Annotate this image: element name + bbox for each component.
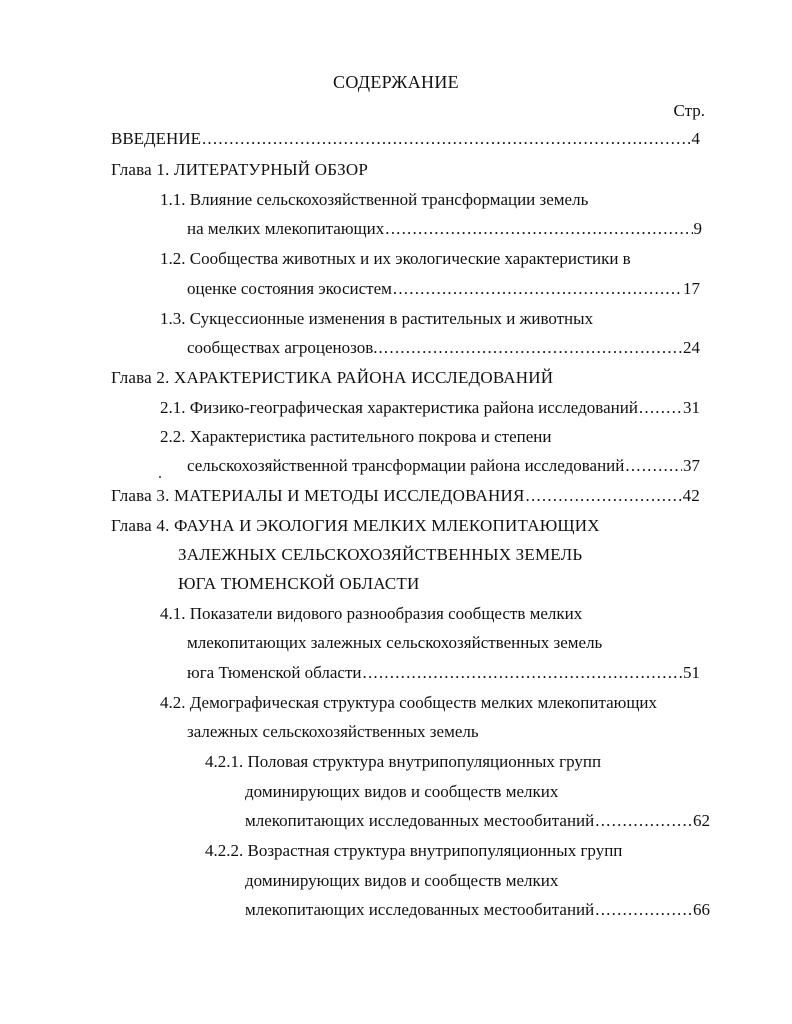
toc-chapter-2[interactable]: Глава 2. ХАРАКТЕРИСТИКА РАЙОНА ИССЛЕДОВАНИЙ [111, 368, 554, 387]
leader-dots [595, 899, 692, 921]
toc-section-2-1[interactable]: 2.1. Физико-географическая характеристика района исследований ..... 31 [160, 397, 700, 419]
leader-dots [393, 278, 682, 300]
leader-dots [202, 128, 691, 150]
page-number: 4 [691, 129, 700, 148]
toc-subsection-4-2-1-cont-1[interactable]: доминирующих видов и сообществ мелких [245, 782, 559, 801]
toc-section-4-2-cont[interactable]: залежных сельскохозяйственных земель [187, 722, 479, 741]
toc-subsection-4-2-1[interactable]: 4.2.1. Половая структура внутрипопуляционных групп [205, 752, 602, 771]
toc-chapter-4-cont-1[interactable]: ЗАЛЕЖНЫХ СЕЛЬСКОХОЗЯЙСТВЕННЫХ ЗЕМЕЛЬ [178, 545, 583, 564]
page-number: 51 [683, 663, 700, 682]
page-number: 42 [682, 486, 700, 505]
toc-subsection-4-2-2-cont-1[interactable]: доминирующих видов и сообществ мелких [245, 871, 559, 890]
toc-section-1-2[interactable]: 1.2. Сообщества животных и их экологические характеристики в [160, 249, 631, 268]
toc-section-1-3[interactable]: 1.3. Сукцессионные изменения в растительных и животных [160, 309, 594, 328]
leader-dots [625, 455, 682, 477]
toc-subsection-4-2-2-cont-2[interactable]: млекопитающих исследованных местообитаний ..... 66 [245, 899, 710, 921]
toc-section-2-2-cont[interactable]: сельскохозяйственной трансформации района исследований ..... 37 [187, 455, 700, 477]
toc-section-1-1-cont[interactable]: на мелких млекопитающих ..... 9 [187, 218, 702, 240]
toc-subsection-4-2-1-cont-2[interactable]: млекопитающих исследованных местообитаний ..... 62 [245, 810, 710, 832]
leader-dots [639, 397, 682, 419]
leader-dots [378, 337, 682, 359]
page-title: СОДЕРЖАНИЕ [333, 72, 459, 92]
toc-section-4-1[interactable]: 4.1. Показатели видового разнообразия сообществ мелких [160, 604, 583, 623]
page-number: 24 [683, 338, 700, 357]
page-number: 9 [693, 219, 702, 238]
toc-section-4-1-cont-2[interactable]: юга Тюменской области ..... 51 [187, 662, 700, 684]
toc-section-1-2-cont[interactable]: оценке состояния экосистем ..... 17 [187, 278, 700, 300]
page-number: 17 [683, 279, 700, 298]
toc-entry-introduction[interactable]: ВВЕДЕНИЕ ..... 4 [111, 128, 700, 150]
leader-dots [526, 485, 682, 507]
toc-section-4-1-cont-1[interactable]: млекопитающих залежных сельскохозяйственных земель [187, 633, 603, 652]
toc-chapter-4-cont-2[interactable]: ЮГА ТЮМЕНСКОЙ ОБЛАСТИ [178, 574, 420, 593]
scan-speck [159, 476, 161, 478]
toc-chapter-4[interactable]: Глава 4. ФАУНА И ЭКОЛОГИЯ МЕЛКИХ МЛЕКОПИТАЮЩИХ [111, 516, 600, 535]
leader-dots [595, 810, 692, 832]
page-number: 31 [683, 398, 700, 417]
toc-section-1-1[interactable]: 1.1. Влияние сельскохозяйственной трансформации земель [160, 190, 589, 209]
page-number: 37 [683, 456, 700, 475]
toc-section-4-2[interactable]: 4.2. Демографическая структура сообществ мелких млекопитающих [160, 693, 658, 712]
toc-section-2-2[interactable]: 2.2. Характеристика растительного покрова и степени [160, 427, 552, 446]
page-number: 62 [693, 811, 710, 830]
page-column-label: Стр. [673, 101, 705, 120]
toc-subsection-4-2-2[interactable]: 4.2.2. Возрастная структура внутрипопуляционных групп [205, 841, 623, 860]
page-number: 66 [693, 900, 710, 919]
leader-dots [363, 662, 683, 684]
toc-chapter-1[interactable]: Глава 1. ЛИТЕРАТУРНЫЙ ОБЗОР [111, 160, 369, 179]
toc-section-1-3-cont[interactable]: сообществах агроценозов. ..... 24 [187, 337, 700, 359]
leader-dots [385, 218, 692, 240]
toc-chapter-3[interactable]: Глава 3. МАТЕРИАЛЫ И МЕТОДЫ ИССЛЕДОВАНИЯ ..... 42 [111, 485, 700, 507]
